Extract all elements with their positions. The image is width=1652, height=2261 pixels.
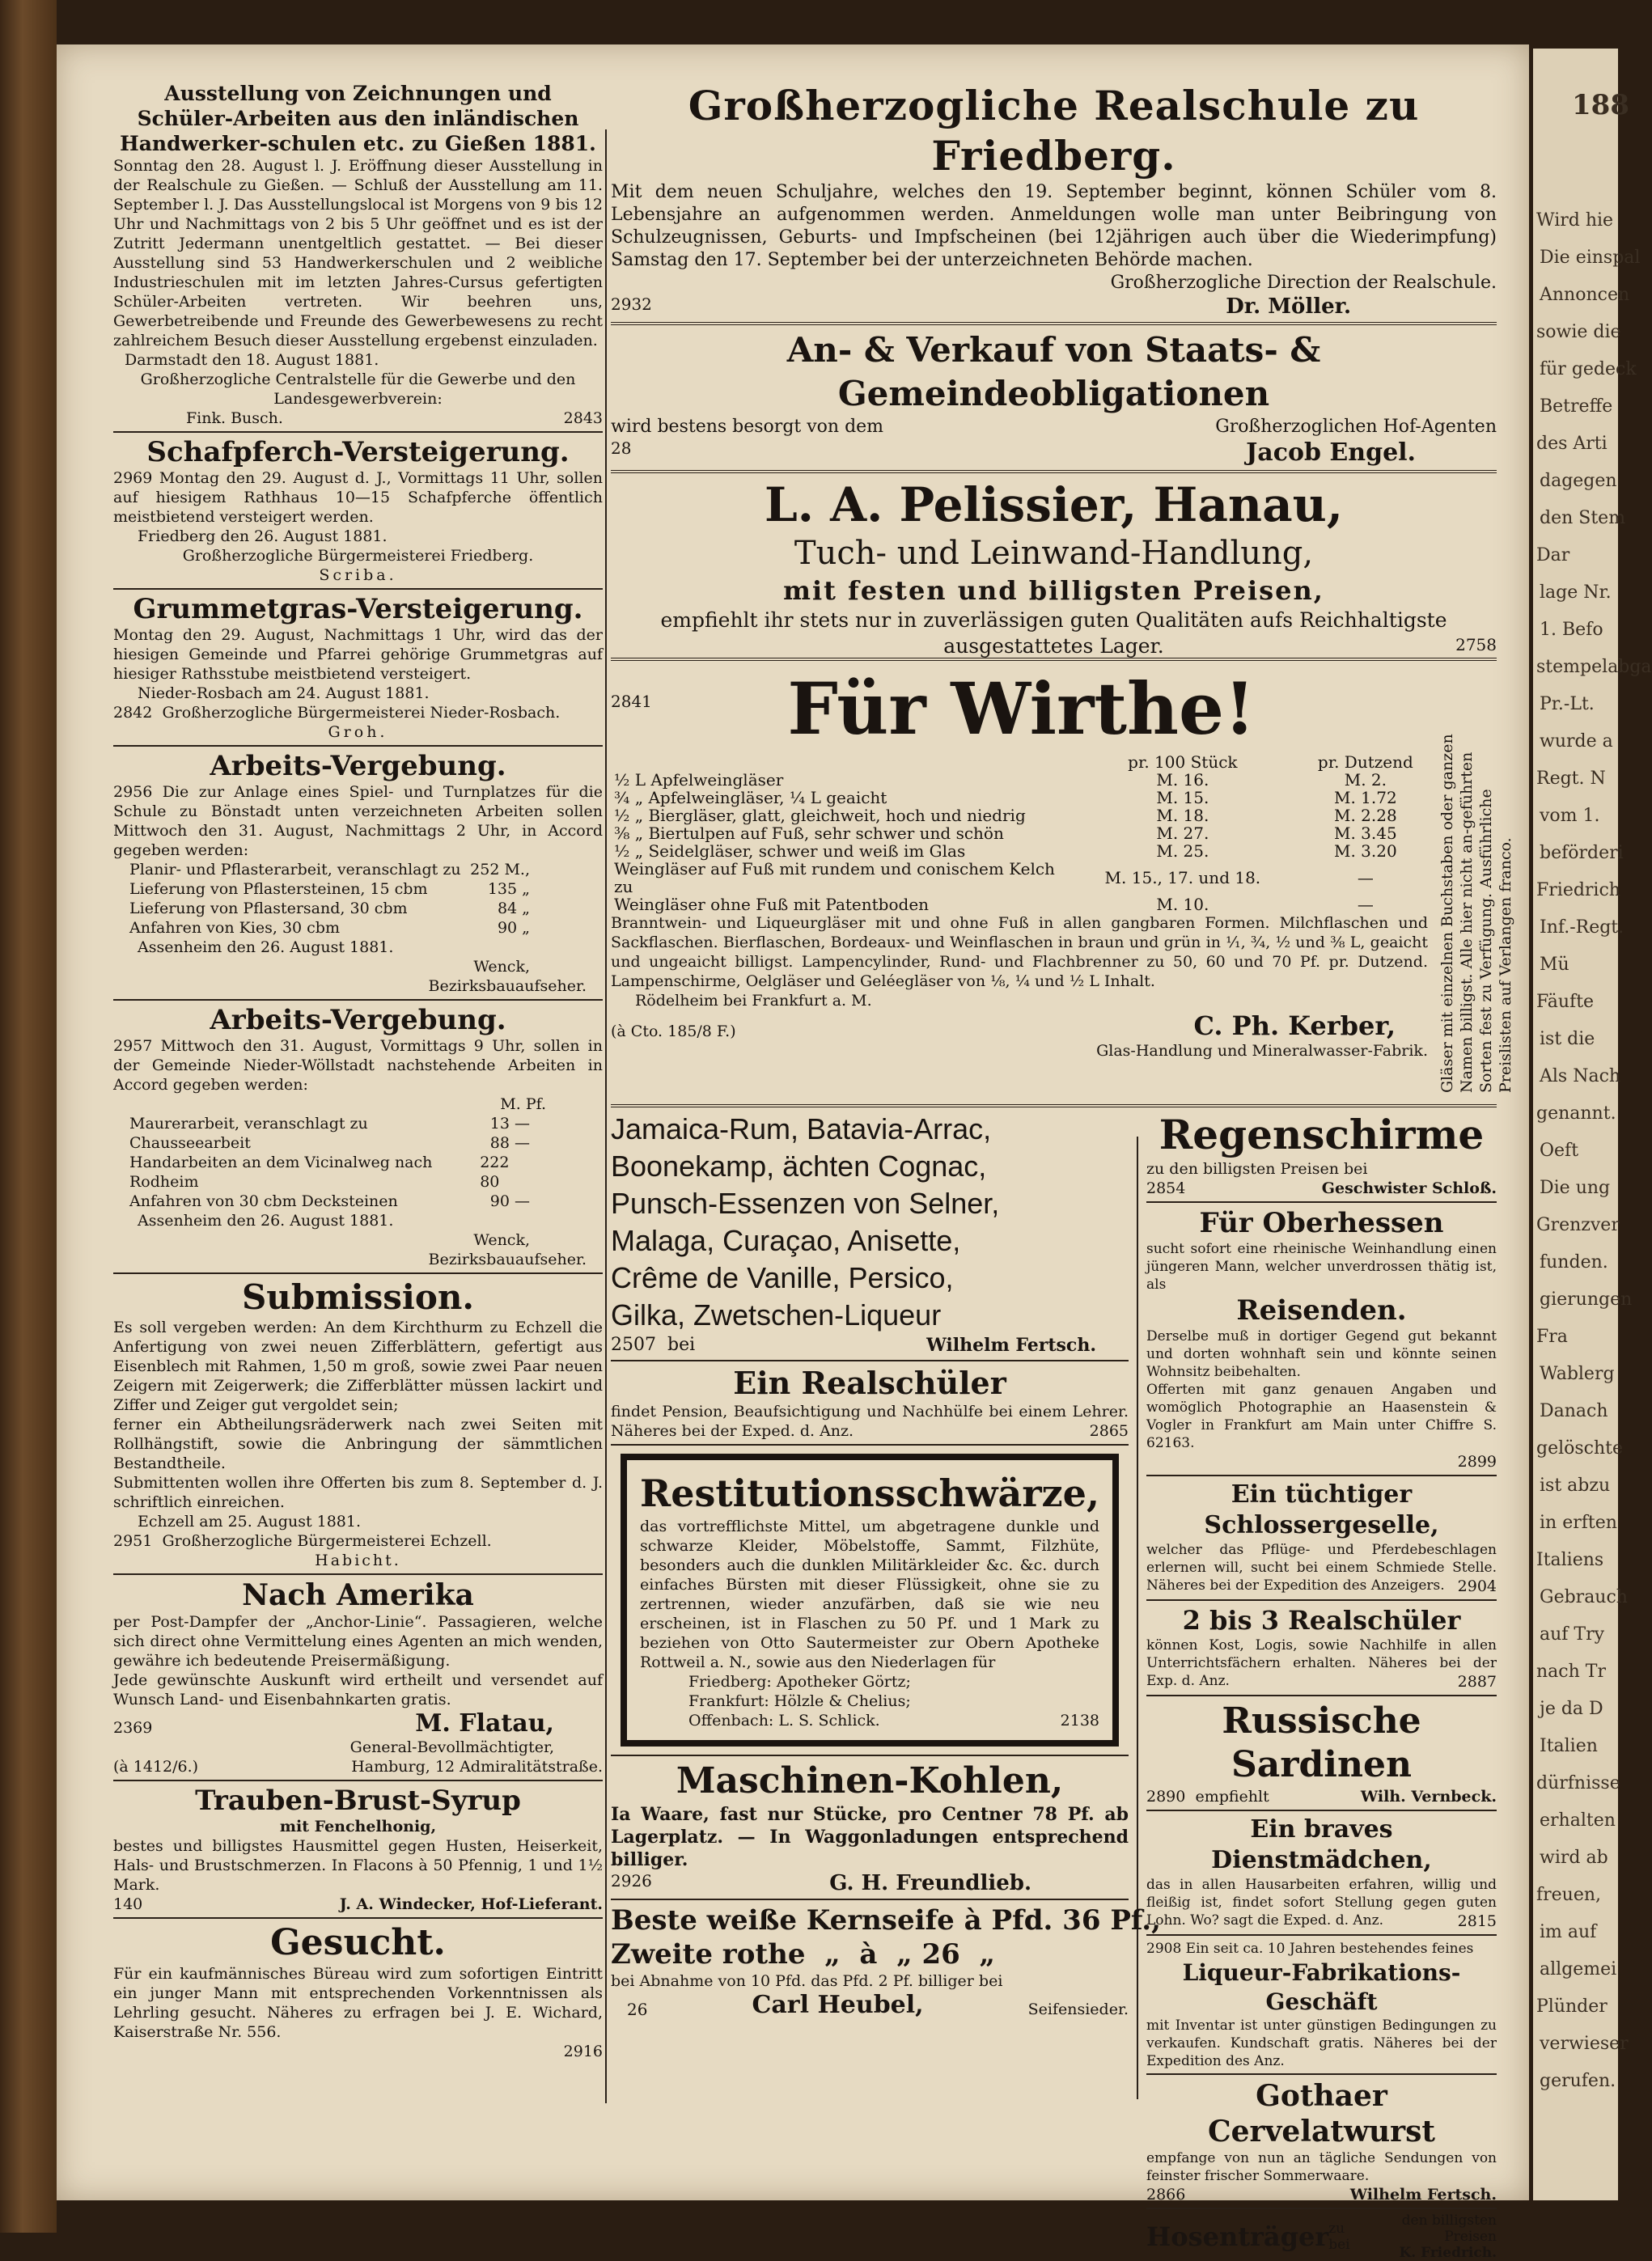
next-page-fragment: vom 1.	[1540, 806, 1600, 826]
next-page-fragment: erhalten	[1540, 1810, 1616, 1831]
price-row	[611, 771, 1436, 789]
engel-name: Jacob Engel.	[1246, 438, 1416, 467]
next-page-fragment: Wablerg	[1540, 1364, 1615, 1384]
arbeits2-name: Wenck,	[473, 1231, 530, 1249]
wirthe-place: Rödelheim bei Frankfurt a. M.	[635, 992, 872, 1010]
work-item	[113, 879, 603, 899]
price-item: ½ „ Biergläser, glatt, gleichweit, hoch und niedrig	[614, 806, 1026, 825]
kohlen-body: Ia Waare, fast nur Stücke, pro Centner 78 Pf. ab Lagerplatz. — In Waggonladungen entsprechend billiger.	[611, 1804, 1129, 1870]
next-page-fragment: sowie die	[1536, 322, 1621, 342]
price-item: ⅜ „ Biertulpen auf Fuß, sehr schwer und schön	[614, 824, 1004, 843]
arbeits2-unit: M. Pf.	[500, 1095, 546, 1113]
submission-title: Submission.	[241, 1277, 475, 1317]
sardinen-name: Wilh. Vernbeck.	[1360, 1788, 1497, 1806]
work-item-label: Handarbeiten an dem Vicinalweg nach Rodheim	[129, 1154, 433, 1191]
trauben-body: bestes und billigstes Hausmittel gegen Husten, Heiserkeit, Hals- und Brustschmerzen. In Flacons à 50 Pfennig, 1 und 1½ Mark.	[113, 1837, 603, 1894]
oberhessen-title2: Reisenden.	[1236, 1294, 1407, 1327]
arbeits1-place: Assenheim den 26. August 1881.	[138, 938, 394, 956]
wirthe-name: C. Ph. Kerber,	[1193, 1010, 1396, 1041]
amerika-body2: Jede gewünschte Auskunft wird ertheilt und versendet auf Wunsch Land- und Eisenbahnkarten gratis.	[113, 1671, 603, 1708]
hosen-b: bei	[1328, 2237, 1350, 2253]
work-item-label: Lieferung von Pflastersand, 30 cbm	[129, 900, 408, 917]
price-per-100: M. 10.	[1156, 895, 1209, 914]
regenschirme-body: zu den billigsten Preisen bei	[1146, 1160, 1368, 1178]
gesucht-num: 2916	[563, 2043, 603, 2060]
rum-line: Boonekamp, ächten Cognac,	[611, 1150, 987, 1183]
book-binding	[0, 0, 57, 2233]
ausstellung-names: Fink. Busch.	[186, 409, 283, 427]
arbeits2-body: 2957 Mittwoch den 31. August, Vormittags 9 Uhr, sollen in der Gemeinde Nieder-Wöllstadt nachstehende Arbeiten in Accord gegeben werden:	[113, 1037, 603, 1094]
ad-hosen	[1146, 2212, 1497, 2261]
next-page-fragment: freuen,	[1536, 1885, 1602, 1905]
ad-zwei-realschueler	[1146, 1604, 1497, 1692]
wirthe-side: Gläser mit einzelnen Buchstaben oder ganzen Namen billigst. Alle hier nicht an-geführten Sorten fest zu Verfügung. Ausführliche Preislisten auf Verlangen franco.	[1438, 734, 1514, 1093]
schafpferch-sign: Großherzogliche Bürgermeisterei Friedberg.	[182, 547, 534, 565]
next-page-fragment: wurde a	[1540, 731, 1613, 752]
zwei-body: können Kost, Logis, sowie Nachhilfe in allen Unterrichtsfächern erhalten. Näheres bei der Exp. d. Anz.	[1146, 1637, 1497, 1689]
trauben-num: 140	[113, 1895, 143, 1913]
next-page-fragment: funden.	[1540, 1252, 1608, 1272]
wirthe-num: 2841	[611, 692, 652, 711]
pelissier-sub2: mit festen und billigsten Preisen,	[783, 575, 1324, 606]
next-page-fragment: Betreffe	[1540, 396, 1613, 417]
cervelat-num: 2866	[1146, 2186, 1186, 2204]
rum-line: Jamaica-Rum, Batavia-Arrac,	[611, 1112, 992, 1145]
restitution-place: Friedberg: Apotheker Görtz;	[688, 1673, 911, 1691]
price-item: ¾ „ Apfelweingläser, ¼ L geaicht	[614, 788, 887, 807]
next-page-fragment: verwieser	[1540, 2034, 1629, 2054]
next-page-fragment: genannt.	[1536, 1103, 1616, 1124]
engel-right: Großherzoglichen Hof-Agenten	[1215, 417, 1497, 437]
realschule-sign: Großherzogliche Direction der Realschule.	[1110, 273, 1497, 293]
restitution-place: Frankfurt: Hölzle & Chelius;	[688, 1692, 911, 1710]
right-column	[611, 81, 1514, 2261]
grummet-sign: Großherzogliche Bürgermeisterei Nieder-Rosbach.	[162, 704, 561, 722]
next-page-fragment: den Stem	[1540, 508, 1626, 528]
grummet-num: 2842	[113, 704, 153, 722]
ad-gesucht	[113, 1922, 603, 2061]
next-page-fragment: Annoncen	[1540, 285, 1630, 305]
price-item: Weingläser ohne Fuß mit Patentboden	[614, 895, 930, 914]
work-item	[113, 1153, 603, 1192]
work-item	[113, 899, 603, 918]
price-per-100: M. 15.	[1156, 788, 1209, 807]
work-item	[113, 860, 603, 879]
price-per-dozen: M. 3.20	[1333, 841, 1397, 861]
ad-realschueler	[611, 1365, 1129, 1441]
wirthe-ref: (à Cto. 185/8 F.)	[611, 1023, 736, 1040]
amerika-ref: (à 1412/6.)	[113, 1758, 199, 1776]
work-item	[113, 1114, 603, 1133]
cervelat-body: empfange von nun an tägliche Sendungen von feinster frischer Sommerwaare.	[1146, 2150, 1497, 2184]
realschueler-num: 2865	[1089, 1422, 1129, 1440]
ad-regenschirme	[1146, 1111, 1497, 1198]
price-item: ½ „ Seidelgläser, schwer und weiß im Glas	[614, 841, 966, 861]
next-page-fragment: Plünder	[1536, 1996, 1608, 2017]
price-per-100: M. 16.	[1156, 770, 1209, 790]
arbeits1-name: Wenck,	[473, 958, 530, 976]
hosen-name: K. Friedrich.	[1399, 2245, 1497, 2261]
realschule-name: Dr. Möller.	[1226, 294, 1351, 319]
rum-name: Wilhelm Fertsch.	[926, 1335, 1096, 1356]
next-page-fragment: Friedrich	[1536, 880, 1620, 900]
work-item	[113, 1133, 603, 1153]
ad-engel	[611, 328, 1497, 467]
price-per-dozen: M. 2.	[1344, 770, 1387, 790]
ad-schafpferch	[113, 436, 603, 585]
sardinen-title: Russische Sardinen	[1222, 1700, 1421, 1785]
gesucht-body: Für ein kaufmännisches Büreau wird zum sofortigen Eintritt ein junger Mann mit entsprechenden Vorkenntnissen als Lehrling gesucht. Näheres zu erfragen bei J. E. Wichard, Kaiserstraße Nr. 556.	[113, 1965, 603, 2041]
price-row	[611, 860, 1436, 896]
submission-num: 2951	[113, 1532, 153, 1550]
trauben-sign: J. A. Windecker, Hof-Lieferant.	[339, 1895, 603, 1913]
work-item-value: 222 80	[480, 1154, 510, 1191]
engel-num: 28	[611, 438, 632, 458]
kernseife-name: Carl Heubel,	[752, 1991, 924, 2019]
price-row	[611, 896, 1436, 913]
work-item-label: Lieferung von Pflastersteinen, 15 cbm	[129, 880, 428, 898]
work-item-label: Maurerarbeit, veranschlagt zu	[129, 1115, 368, 1133]
sardinen-body: empfiehlt	[1195, 1788, 1269, 1806]
work-item-value: 252 M.,	[470, 861, 530, 879]
next-page-fragment: Mü	[1540, 955, 1569, 975]
left-column	[113, 81, 603, 2061]
grummet-place: Nieder-Rosbach am 24. August 1881.	[138, 684, 430, 702]
column-divider	[605, 129, 607, 2103]
schlosser-num: 2904	[1457, 1577, 1497, 1595]
arbeits2-role: Bezirksbauaufseher.	[428, 1251, 587, 1268]
amerika-title: Nach Amerika	[242, 1578, 474, 1612]
next-page-fragment: ist abzu	[1540, 1476, 1611, 1496]
price-row	[611, 842, 1436, 860]
next-page-fragment: 1. Befo	[1540, 620, 1603, 640]
schlosser-title: Ein tüchtiger Schlossergeselle,	[1204, 1480, 1439, 1539]
next-page-fragment: Die einspal	[1540, 248, 1641, 268]
arbeits2-place: Assenheim den 26. August 1881.	[138, 1212, 394, 1230]
grummet-body: Montag den 29. August, Nachmittags 1 Uhr, wird das der hiesigen Gemeinde und Pfarrei gehörige Grummetgras auf hiesiger Rathsstube meistbietend versteigert.	[113, 626, 603, 683]
realschueler-body: findet Pension, Beaufsichtigung und Nachhülfe bei einem Lehrer. Näheres bei der Exped. d. Anz.	[611, 1403, 1129, 1440]
arbeits1-role: Bezirksbauaufseher.	[428, 977, 587, 995]
amerika-name: M. Flatau,	[415, 1709, 554, 1738]
liqueur-title: Liqueur-Fabrikations-Geschäft	[1182, 1959, 1461, 2015]
grummet-name: Groh.	[328, 723, 388, 741]
next-page-fragment: ist die	[1540, 1029, 1595, 1049]
oberhessen-title: Für Oberhessen	[1199, 1207, 1444, 1239]
ad-grummet	[113, 593, 603, 742]
realschule-body: Mit dem neuen Schuljahre, welches den 19. September beginnt, können Schüler vom 8. Lebensjahre an aufgenommen werden. Anmeldungen wolle man unter Beibringung von Schulzeugnissen, Geburts- und Impfscheinen (bei 12jährigen auch über die Wiederimpfung) Samstag den 17. September bei der unterzeichneten Behörde machen.	[611, 182, 1497, 270]
kernseife-role: Seifensieder.	[1027, 2001, 1129, 2018]
ad-pelissier	[611, 476, 1497, 658]
price-item: Weingläser auf Fuß mit rundem und conischem Kelch zu	[614, 859, 1055, 896]
ausstellung-title: Ausstellung von Zeichnungen und Schüler-Arbeiten aus den inländischen Handwerker-schulen etc. zu Gießen 1881.	[120, 82, 596, 155]
rum-line: Gilka, Zwetschen-Liqueur	[611, 1298, 942, 1332]
lower-right-subcolumn	[1146, 1111, 1497, 2261]
price-per-100: M. 27.	[1156, 824, 1209, 843]
wirthe-h1: pr. 100 Stück	[1128, 752, 1238, 772]
sardinen-num: 2890	[1146, 1788, 1186, 1806]
work-item-label: Chausseearbeit	[129, 1134, 251, 1152]
ad-arbeits-2	[113, 1004, 603, 1269]
ad-arbeits-1	[113, 750, 603, 996]
ad-kohlen	[611, 1759, 1129, 1895]
submission-name: Habicht.	[315, 1552, 401, 1569]
price-per-dozen: M. 2.28	[1333, 806, 1397, 825]
work-item-label: Planir- und Pflasterarbeit, veranschlagt zu	[129, 861, 461, 879]
dienst-body: das in allen Hausarbeiten erfahren, willig und fleißig ist, findet sofort Stellung gegen guten Lohn. Wo? sagt die Exped. d. Anz.	[1146, 1877, 1497, 1929]
schlosser-body: welcher das Pflüge- und Pferdebeschlagen erlernen will, sucht bei einem Schmiede Stelle. Näheres bei der Expedition des Anzeigers.	[1146, 1542, 1497, 1594]
ausstellung-num: 2843	[563, 409, 603, 427]
schafpferch-title: Schafpferch-Versteigerung.	[146, 436, 570, 468]
price-per-100: M. 18.	[1156, 806, 1209, 825]
realschule-num: 2932	[611, 294, 652, 314]
kernseife-num: 26	[627, 2000, 648, 2019]
price-per-100: M. 15., 17. und 18.	[1104, 868, 1261, 887]
wirthe-price-table	[611, 753, 1436, 913]
restitution-body: das vortrefflichste Mittel, um abgetragene dunkle und schwarze Kleider, Möbelstoffe, Sammt, Filzhüte, besonders auch die dunklen Militärkleider &c. &c. durch einfaches Bürsten mit dieser Flüssigkeit, ohne sie zu zertrennen, wieder anzufärben, daß sie wie neu erscheinen, ist in Flaschen zu 50 Pf. und 1 Mark zu beziehen von Otto Sautermeister zur Obern Apotheke Rottweil a. N., sowie aus den Niederlagen für	[640, 1518, 1099, 1671]
next-page-fragment: dagegen	[1540, 471, 1617, 491]
wirthe-title: Für Wirthe!	[787, 667, 1256, 751]
next-page-fragment: Fäufte	[1536, 992, 1595, 1012]
work-item-value: 135 „	[487, 880, 530, 898]
ad-realschule	[611, 81, 1497, 319]
next-page-fragment: lage Nr.	[1540, 582, 1612, 603]
price-item: ½ L Apfelweingläser	[614, 770, 784, 790]
next-page-fragment: Als Nach	[1540, 1066, 1621, 1086]
liqueur-pre: 2908 Ein seit ca. 10 Jahren bestehendes feines	[1146, 1941, 1474, 1957]
next-page-fragment: im auf	[1540, 1922, 1597, 1942]
ad-cervelat	[1146, 2078, 1497, 2204]
submission-sign: Großherzogliche Bürgermeisterei Echzell.	[162, 1532, 492, 1550]
next-page-fragment: gierungen	[1540, 1289, 1633, 1310]
arbeits1-title: Arbeits-Vergebung.	[210, 750, 506, 782]
liqueur-body: mit Inventar ist unter günstigen Bedingungen zu verkaufen. Kundschaft gratis. Näheres bei der Expedition des Anz.	[1146, 2018, 1497, 2069]
regenschirme-num: 2854	[1146, 1179, 1186, 1197]
kernseife-body: bei Abnahme von 10 Pfd. das Pfd. 2 Pf. billiger bei	[611, 1972, 1003, 1990]
arbeits1-body: 2956 Die zur Anlage eines Spiel- und Turnplatzes für die Schule zu Bönstadt unten verzeichneten Arbeiten sollen Mittwoch den 31. August, Nachmittags 2 Uhr, in Accord gegeben werden:	[113, 783, 603, 859]
next-page-fragment: Gebrauch	[1540, 1587, 1628, 1607]
price-per-dozen: M. 1.72	[1333, 788, 1397, 807]
next-page-fragment: Fra	[1536, 1327, 1568, 1347]
hosen-title: Hosenträger	[1146, 2221, 1329, 2252]
rum-line: Punsch-Essenzen von Selner,	[611, 1187, 1000, 1220]
amerika-addr: Hamburg, 12 Admiralitätstraße.	[351, 1758, 603, 1776]
arbeits2-title: Arbeits-Vergebung.	[210, 1004, 506, 1036]
ausstellung-place: Darmstadt den 18. August 1881.	[125, 351, 379, 369]
next-page-fragment: Oeft	[1540, 1141, 1579, 1161]
pelissier-num: 2758	[1455, 635, 1497, 654]
rum-line: Crême de Vanille, Persico,	[611, 1261, 954, 1294]
work-item-value: 88 —	[489, 1134, 530, 1152]
work-item-label: Anfahren von Kies, 30 cbm	[129, 919, 340, 937]
work-item-value: 13 —	[489, 1115, 530, 1133]
price-per-dozen: M. 3.45	[1333, 824, 1397, 843]
amerika-role: General-Bevollmächtigter,	[349, 1738, 554, 1756]
kohlen-title: Maschinen-Kohlen,	[676, 1760, 1064, 1802]
ad-sardinen	[1146, 1700, 1497, 1806]
kohlen-name: G. H. Freundlieb.	[829, 1871, 1031, 1895]
ad-amerika	[113, 1578, 603, 1776]
next-page-fragment: auf Try	[1540, 1624, 1605, 1645]
ad-ausstellung	[113, 81, 603, 428]
oberhessen-body2: Derselbe muß in dortiger Gegend gut bekannt und dorten wohnhaft sein und könnte seinen Wohnsitz beibehalten.	[1146, 1328, 1497, 1380]
oberhessen-body3: Offerten mit ganz genauen Angaben und womöglich Photographie an Haasenstein & Vogler in Frankfurt am Main unter Chiffre S. 62163.	[1146, 1382, 1497, 1451]
realschueler-title: Ein Realschüler	[733, 1365, 1006, 1401]
wirthe-h2: pr. Dutzend	[1317, 752, 1413, 772]
submission-body3: Submittenten wollen ihre Offerten bis zum 8. September d. J. schriftlich einreichen.	[113, 1474, 603, 1511]
next-page-fragment: Italiens	[1536, 1550, 1604, 1570]
ausstellung-body: Sonntag den 28. August l. J. Eröffnung dieser Ausstellung in der Realschule zu Gießen. — Schluß der Ausstellung am 11. September l. J. Das Ausstellungslocal ist Morgens von 9 bis 12 Uhr und Nachmittags von 2 bis 5 Uhr geöffnet und es ist der Zutritt Jedermann unentgeltlich gestattet. — Bei dieser Ausstellung sind 53 Handwerkerschulen und 2 weibliche Industrieschulen mit im letzten Jahres-Cursus gefertigten Schüler-Arbeiten vertreten. Wir beehren uns, Gewerbetreibende und Freunde des Gewerbewesens zu recht zahlreichem Besuch dieser Ausstellung ergebenst einzuladen.	[113, 157, 603, 349]
arbeits2-items	[113, 1114, 603, 1211]
restitution-num: 2138	[1060, 1712, 1099, 1730]
regenschirme-name: Geschwister Schloß.	[1321, 1179, 1497, 1197]
rum-bei: bei	[667, 1335, 696, 1355]
ad-oberhessen	[1146, 1206, 1497, 1471]
realschule-title: Großherzogliche Realschule zu Friedberg.	[688, 82, 1420, 180]
arbeits1-items	[113, 860, 603, 938]
next-page-fragment: gerufen.	[1540, 2071, 1616, 2091]
next-page-number: 188	[1572, 89, 1629, 121]
next-page-fragment: Italien	[1540, 1736, 1598, 1756]
rum-lines	[611, 1111, 1129, 1334]
ad-restitution	[621, 1454, 1119, 1747]
work-item-label: Anfahren von 30 cbm Decksteinen	[129, 1192, 398, 1210]
next-page-fragment: allgemei	[1540, 1959, 1617, 1979]
next-page-fragment: Die ung	[1540, 1178, 1611, 1198]
next-page-fragment: Pr.-Lt.	[1540, 694, 1595, 714]
work-item-value: 84 „	[497, 900, 530, 917]
price-per-dozen: —	[1357, 868, 1374, 887]
work-item	[113, 918, 603, 938]
trauben-sub: mit Fenchelhonig,	[279, 1818, 437, 1835]
schafpferch-place: Friedberg den 26. August 1881.	[138, 527, 388, 545]
pelissier-title: L. A. Pelissier, Hanau,	[764, 477, 1344, 532]
kohlen-num: 2926	[611, 1871, 652, 1891]
work-item	[113, 1192, 603, 1211]
next-page-fragment: Wird hie	[1536, 210, 1614, 231]
submission-place: Echzell am 25. August 1881.	[138, 1513, 362, 1531]
dienst-num: 2815	[1457, 1912, 1497, 1930]
engel-left: wird bestens besorgt von dem	[611, 417, 884, 437]
work-item-value: 90 —	[489, 1192, 530, 1210]
dienst-title: Ein braves Dienstmädchen,	[1211, 1815, 1432, 1874]
next-page-fragment: wird ab	[1540, 1848, 1608, 1868]
submission-body: Es soll vergeben werden: An dem Kirchthurm zu Echzell die Anfertigung von zwei neuen Zifferblättern, gefertigt aus Eisenblech mit Rahmen, 1,50 m groß, sowie zwei Paar neuen Zeigern mit Zeigerwerk; die Zifferblätter müssen lackirt und Ziffer und Zeiger gut vergoldet sein;	[113, 1319, 603, 1414]
price-row	[611, 824, 1436, 842]
ad-rum	[611, 1111, 1129, 1357]
pelissier-body: empfiehlt ihr stets nur in zuverlässigen guten Qualitäten aufs Reichhaltigste ausgestattetes Lager.	[660, 608, 1447, 658]
schafpferch-name: Scriba.	[319, 566, 397, 584]
amerika-body: per Post-Dampfer der „Anchor-Linie“. Passagieren, welche sich direct ohne Vermittelung eines Agenten an mich wenden, gewähre ich bedeutende Preisermäßigung.	[113, 1613, 603, 1670]
price-row	[611, 807, 1436, 824]
next-page-fragment: Dar	[1536, 545, 1570, 565]
work-item-value: 90 „	[497, 919, 530, 937]
zwei-num: 2887	[1457, 1673, 1497, 1691]
rum-num: 2507	[611, 1335, 656, 1355]
oberhessen-num: 2899	[1457, 1453, 1497, 1471]
next-page-fragment: nach Tr	[1536, 1662, 1606, 1682]
oberhessen-body: sucht sofort eine rheinische Weinhandlung einen jüngeren Mann, welcher unverdrossen thätig ist, als	[1146, 1241, 1497, 1293]
next-page-fragment: des Arti	[1536, 434, 1608, 454]
next-page-fragment: in erften	[1540, 1513, 1617, 1533]
wirthe-role: Glas-Handlung und Mineralwasser-Fabrik.	[1096, 1042, 1428, 1060]
ad-dienst	[1146, 1814, 1497, 1931]
rum-line: Malaga, Curaçao, Anisette,	[611, 1224, 961, 1257]
pelissier-sub: Tuch- und Leinwand-Handlung,	[794, 535, 1314, 572]
wirthe-body: Branntwein- und Liqueurgläser mit und ohne Fuß in allen gangbaren Formen. Milchflaschen und Sackflaschen. Bierflaschen, Bordeaux- und Weinflaschen in braun und grün in ⅟₁, ¾, ½ und ⅜ L, geaicht und ungeaicht billigst. Lampencylinder, Rund- und Flachbrenner zu 50, 60 und 70 Pf. pr. Dutzend. Lampenschirme, Oelgläser und Geléegläser von ⅛, ¼ und ½ L Inhalt.	[611, 914, 1428, 990]
next-page-fragment: je da D	[1540, 1699, 1603, 1719]
ad-kernseife	[611, 1903, 1161, 2019]
ad-liqueur	[1146, 1939, 1497, 2070]
next-page-edge	[1533, 49, 1652, 2200]
regenschirme-title: Regenschirme	[1159, 1111, 1485, 1158]
zwei-title: 2 bis 3 Realschüler	[1182, 1605, 1461, 1636]
kernseife-l1: Beste weiße Kernseife à Pfd. 36 Pf.,	[611, 1904, 1161, 1937]
next-page-fragment: für gedeck	[1540, 359, 1637, 379]
next-page-fragment: stempelabga	[1536, 657, 1652, 677]
ad-wirthe	[611, 664, 1514, 1101]
restitution-place: Offenbach: L. S. Schlick.	[688, 1712, 880, 1730]
hosen-a: zu	[1328, 2221, 1345, 2237]
schafpferch-body: 2969 Montag den 29. August d. J., Vormittags 11 Uhr, sollen auf hiesigem Rathhaus 10—15 Schafpferche öffentlich meistbietend versteigert werden.	[113, 469, 603, 526]
next-page-fragment: gelöschte	[1536, 1438, 1624, 1459]
cervelat-title: Gothaer Cervelatwurst	[1207, 2079, 1435, 2149]
ad-schlosser	[1146, 1480, 1497, 1596]
lower-left-subcolumn	[611, 1111, 1161, 2019]
restitution-title: Restitutionsschwärze,	[640, 1471, 1099, 1515]
submission-body2: ferner ein Abtheilungsräderwerk nach zwei Seiten mit Rollhängstift, sowie die Anbringung der sämmtlichen Bestandtheile.	[113, 1416, 603, 1472]
cervelat-name: Wilhelm Fertsch.	[1349, 2186, 1497, 2204]
next-page-fragment: Inf.-Regt.	[1540, 917, 1624, 938]
gesucht-title: Gesucht.	[270, 1922, 446, 1963]
hosen-c: den billigsten Preisen	[1401, 2212, 1497, 2245]
next-page-fragment: dürfnisse	[1536, 1773, 1620, 1793]
price-row	[611, 789, 1436, 807]
next-page-fragment: Danach	[1540, 1401, 1608, 1421]
next-page-fragment: Regt. N	[1536, 768, 1606, 789]
ausstellung-sign: Großherzogliche Centralstelle für die Gewerbe und den Landesgewerbverein:	[140, 370, 576, 408]
engel-title: An- & Verkauf von Staats- & Gemeindeobligationen	[786, 330, 1321, 413]
amerika-num: 2369	[113, 1719, 153, 1737]
ad-trauben	[113, 1785, 603, 1914]
trauben-title: Trauben-Brust-Syrup	[195, 1785, 521, 1817]
price-per-100: M. 25.	[1156, 841, 1209, 861]
kernseife-l2: Zweite rothe „ à „ 26 „	[611, 1938, 996, 1971]
next-page-fragment: beförderi	[1540, 843, 1624, 863]
grummet-title: Grummetgras-Versteigerung.	[133, 593, 583, 625]
ad-submission	[113, 1277, 603, 1570]
price-per-dozen: —	[1357, 895, 1374, 914]
next-page-fragment: Grenzver	[1536, 1215, 1620, 1235]
